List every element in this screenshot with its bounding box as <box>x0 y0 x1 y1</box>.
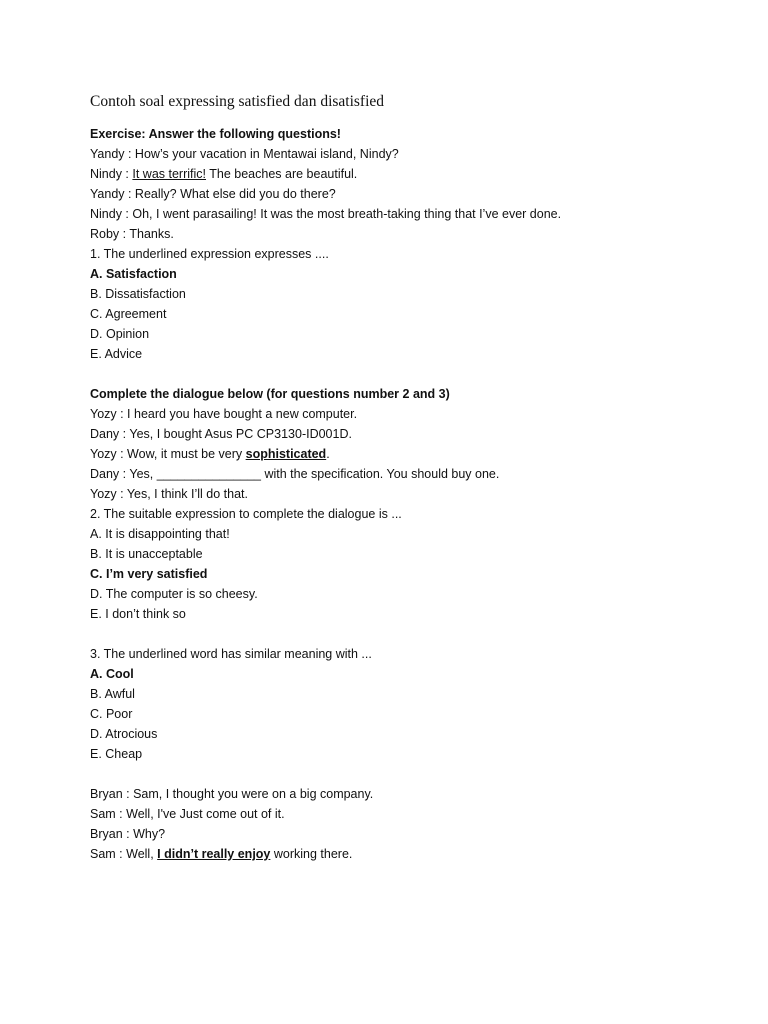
answer-option: D. The computer is so cheesy. <box>90 587 258 601</box>
exercise-heading: Exercise: Answer the following questions! <box>90 127 341 141</box>
blank-line <box>90 364 561 384</box>
dialogue-line: Dany : Yes, _______________ with the specification. You should buy one. <box>90 467 500 481</box>
dialogue-line <box>90 164 561 184</box>
dialogue-line: Bryan : Sam, I thought you were on a big company. <box>90 787 374 801</box>
answer-option: A. It is disappointing that! <box>90 527 230 541</box>
answer-option: B. Dissatisfaction <box>90 287 186 301</box>
dialogue-text: Yozy : Wow, it must be very <box>90 447 246 461</box>
underlined-expression: It was terrific! <box>132 167 207 181</box>
document-title: Contoh soal expressing satisfied dan disatisfied <box>90 93 385 110</box>
underlined-word: sophisticated <box>245 447 327 461</box>
dialogue-line: Roby : Thanks. <box>90 227 174 241</box>
answer-option: E. Cheap <box>90 747 143 761</box>
answer-option-correct: A. Cool <box>90 667 134 681</box>
speaker: Nindy : <box>90 167 133 181</box>
answer-option: E. I don’t think so <box>90 607 186 621</box>
question-2: 2. The suitable expression to complete the dialogue is ... <box>90 507 402 521</box>
answer-option: D. Atrocious <box>90 727 158 741</box>
answer-option-correct: C. I’m very satisfied <box>90 567 208 581</box>
dialogue-line: Bryan : Why? <box>90 827 166 841</box>
section-heading: Complete the dialogue below (for questions number 2 and 3) <box>90 387 450 401</box>
dialogue-line <box>90 444 561 464</box>
dialogue-line <box>90 844 561 864</box>
dialogue-line: Nindy : Oh, I went parasailing! It was the most breath-taking thing that I’ve ever done. <box>90 207 562 221</box>
dialogue-text: The beaches are beautiful. <box>206 167 358 181</box>
blank-line <box>90 764 561 784</box>
answer-option: E. Advice <box>90 347 143 361</box>
answer-option-correct: A. Satisfaction <box>90 267 177 281</box>
dialogue-line: Yandy : Really? What else did you do there? <box>90 187 336 201</box>
answer-option: D. Opinion <box>90 327 150 341</box>
document-page <box>90 0 730 1024</box>
blank-line <box>90 624 561 644</box>
answer-option: B. Awful <box>90 687 135 701</box>
question-3: 3. The underlined word has similar meaning with ... <box>90 647 372 661</box>
dialogue-line: Yandy : How’s your vacation in Mentawai island, Nindy? <box>90 147 399 161</box>
dialogue-line: Dany : Yes, I bought Asus PC CP3130-ID001D. <box>90 427 352 441</box>
dialogue-line: Yozy : Yes, I think I’ll do that. <box>90 487 248 501</box>
dialogue-line: Yozy : I heard you have bought a new computer. <box>90 407 358 421</box>
dialogue-text: Sam : Well, <box>90 847 158 861</box>
underlined-expression: I didn’t really enjoy <box>157 847 271 861</box>
dialogue-text: working there. <box>270 847 353 861</box>
dialogue-text: . <box>326 447 330 461</box>
document-body <box>90 124 561 864</box>
question-1: 1. The underlined expression expresses .... <box>90 247 329 261</box>
answer-option: C. Poor <box>90 707 133 721</box>
answer-option: B. It is unacceptable <box>90 547 203 561</box>
answer-option: C. Agreement <box>90 307 167 321</box>
dialogue-line: Sam : Well, I've Just come out of it. <box>90 807 285 821</box>
